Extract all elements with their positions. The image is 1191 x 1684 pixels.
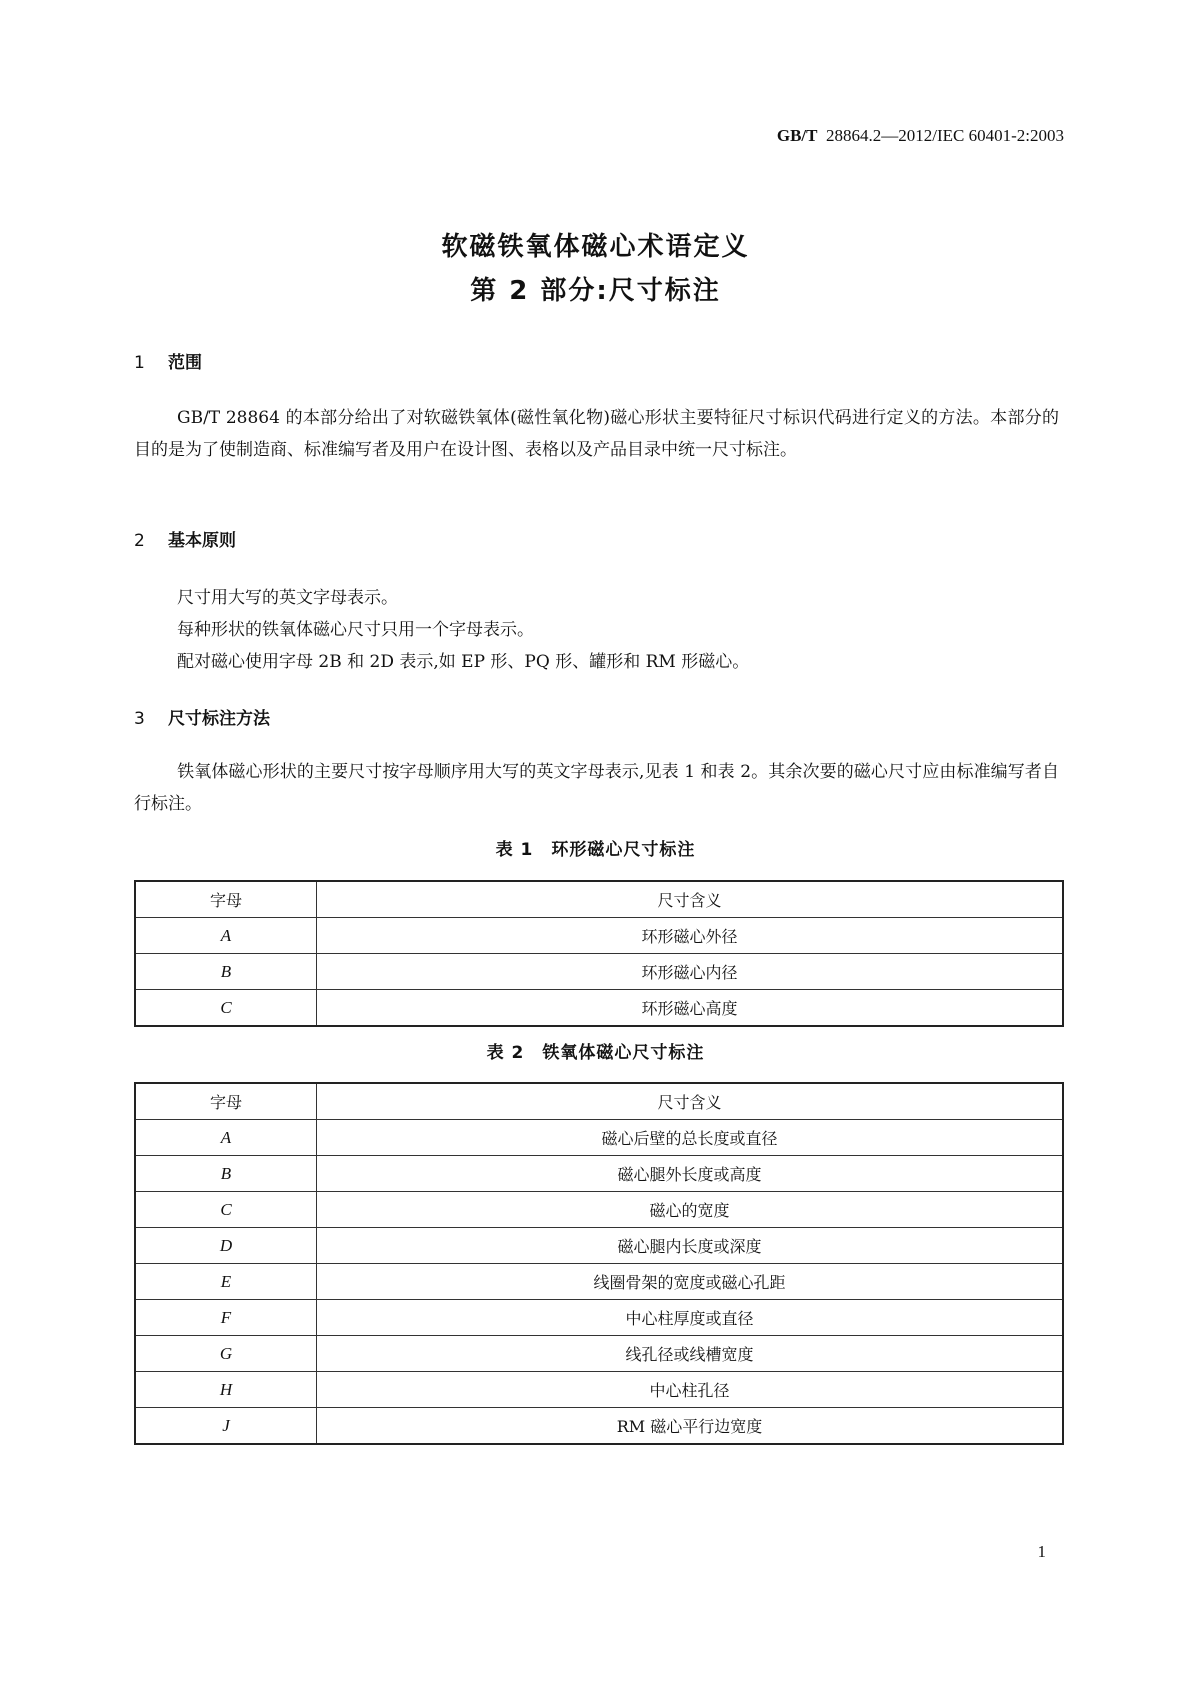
standard-number: 28864.2—2012/IEC 60401-2:2003 xyxy=(826,126,1064,145)
table-row xyxy=(135,1336,1063,1372)
table-1 xyxy=(134,880,1064,1027)
meaning-cell: 环形磁心外径 xyxy=(317,918,1064,954)
letter-cell: B xyxy=(135,1156,317,1192)
section-1-heading xyxy=(134,348,202,373)
paragraph-text: 铁氧体磁心形状的主要尺寸按字母顺序用大写的英文字母表示,见表 1 和表 2。其余次要的磁心尺寸应由标准编写者自行标注。 xyxy=(134,762,1059,814)
letter-cell: J xyxy=(135,1408,317,1445)
letter-cell: D xyxy=(135,1228,317,1264)
page-number: 1 xyxy=(1037,1542,1046,1561)
column-header-letter: 字母 xyxy=(135,881,317,918)
section-1-paragraph xyxy=(134,402,1059,466)
table-row xyxy=(135,1156,1063,1192)
principle-line-1: 尺寸用大写的英文字母表示。 xyxy=(177,588,398,608)
table-row xyxy=(135,1120,1063,1156)
table-row xyxy=(135,954,1063,990)
table-row xyxy=(135,1408,1063,1445)
column-header-meaning: 尺寸含义 xyxy=(317,1083,1064,1120)
section-number: 3 xyxy=(134,709,145,729)
meaning-cell: RM 磁心平行边宽度 xyxy=(317,1408,1064,1445)
meaning-cell: 线圈骨架的宽度或磁心孔距 xyxy=(317,1264,1064,1300)
meaning-cell: 环形磁心高度 xyxy=(317,990,1064,1027)
section-title: 尺寸标注方法 xyxy=(168,709,270,729)
title-line-1: 软磁铁氧体磁心术语定义 xyxy=(441,232,750,262)
table-header-row xyxy=(135,881,1063,918)
table-2 xyxy=(134,1082,1064,1445)
letter-cell: A xyxy=(135,1120,317,1156)
letter-cell: C xyxy=(135,990,317,1027)
letter-cell: E xyxy=(135,1264,317,1300)
meaning-cell: 线孔径或线槽宽度 xyxy=(317,1336,1064,1372)
section-title: 范围 xyxy=(168,353,202,373)
meaning-cell: 环形磁心内径 xyxy=(317,954,1064,990)
paragraph-text: GB/T 28864 的本部分给出了对软磁铁氧体(磁性氧化物)磁心形状主要特征尺寸标识代码进行定义的方法。本部分的目的是为了使制造商、标准编写者及用户在设计图、表格以及产品目录中统一尺寸标注。 xyxy=(134,408,1059,460)
table-row xyxy=(135,1228,1063,1264)
section-number: 1 xyxy=(134,353,145,373)
column-header-meaning: 尺寸含义 xyxy=(317,881,1064,918)
meaning-cell: 磁心腿内长度或深度 xyxy=(317,1228,1064,1264)
table-row xyxy=(135,1264,1063,1300)
meaning-cell: 中心柱厚度或直径 xyxy=(317,1300,1064,1336)
letter-cell: F xyxy=(135,1300,317,1336)
letter-cell: H xyxy=(135,1372,317,1408)
table-row xyxy=(135,1372,1063,1408)
standard-code-header xyxy=(777,126,1064,146)
letter-cell: C xyxy=(135,1192,317,1228)
meaning-cell: 磁心后壁的总长度或直径 xyxy=(317,1120,1064,1156)
document-title xyxy=(0,225,1191,313)
table-2-caption: 表 2 铁氧体磁心尺寸标注 xyxy=(486,1043,705,1063)
meaning-cell: 磁心腿外长度或高度 xyxy=(317,1156,1064,1192)
table-row xyxy=(135,1192,1063,1228)
title-line-2: 第 2 部分:尺寸标注 xyxy=(470,276,721,306)
table-1-caption: 表 1 环形磁心尺寸标注 xyxy=(495,840,696,860)
letter-cell: B xyxy=(135,954,317,990)
table-row xyxy=(135,990,1063,1027)
principle-line-3: 配对磁心使用字母 2B 和 2D 表示,如 EP 形、PQ 形、罐形和 RM 形磁心。 xyxy=(177,652,750,672)
meaning-cell: 中心柱孔径 xyxy=(317,1372,1064,1408)
table-row xyxy=(135,918,1063,954)
table-header-row xyxy=(135,1083,1063,1120)
section-title: 基本原则 xyxy=(168,531,236,551)
column-header-letter: 字母 xyxy=(135,1083,317,1120)
section-3-paragraph xyxy=(134,756,1059,820)
letter-cell: G xyxy=(135,1336,317,1372)
letter-cell: A xyxy=(135,918,317,954)
section-3-heading xyxy=(134,704,270,729)
table-row xyxy=(135,1300,1063,1336)
standard-prefix: GB/T xyxy=(776,126,818,145)
section-number: 2 xyxy=(134,531,145,551)
principle-line-2: 每种形状的铁氧体磁心尺寸只用一个字母表示。 xyxy=(177,620,534,640)
section-2-heading xyxy=(134,526,236,551)
meaning-cell: 磁心的宽度 xyxy=(317,1192,1064,1228)
